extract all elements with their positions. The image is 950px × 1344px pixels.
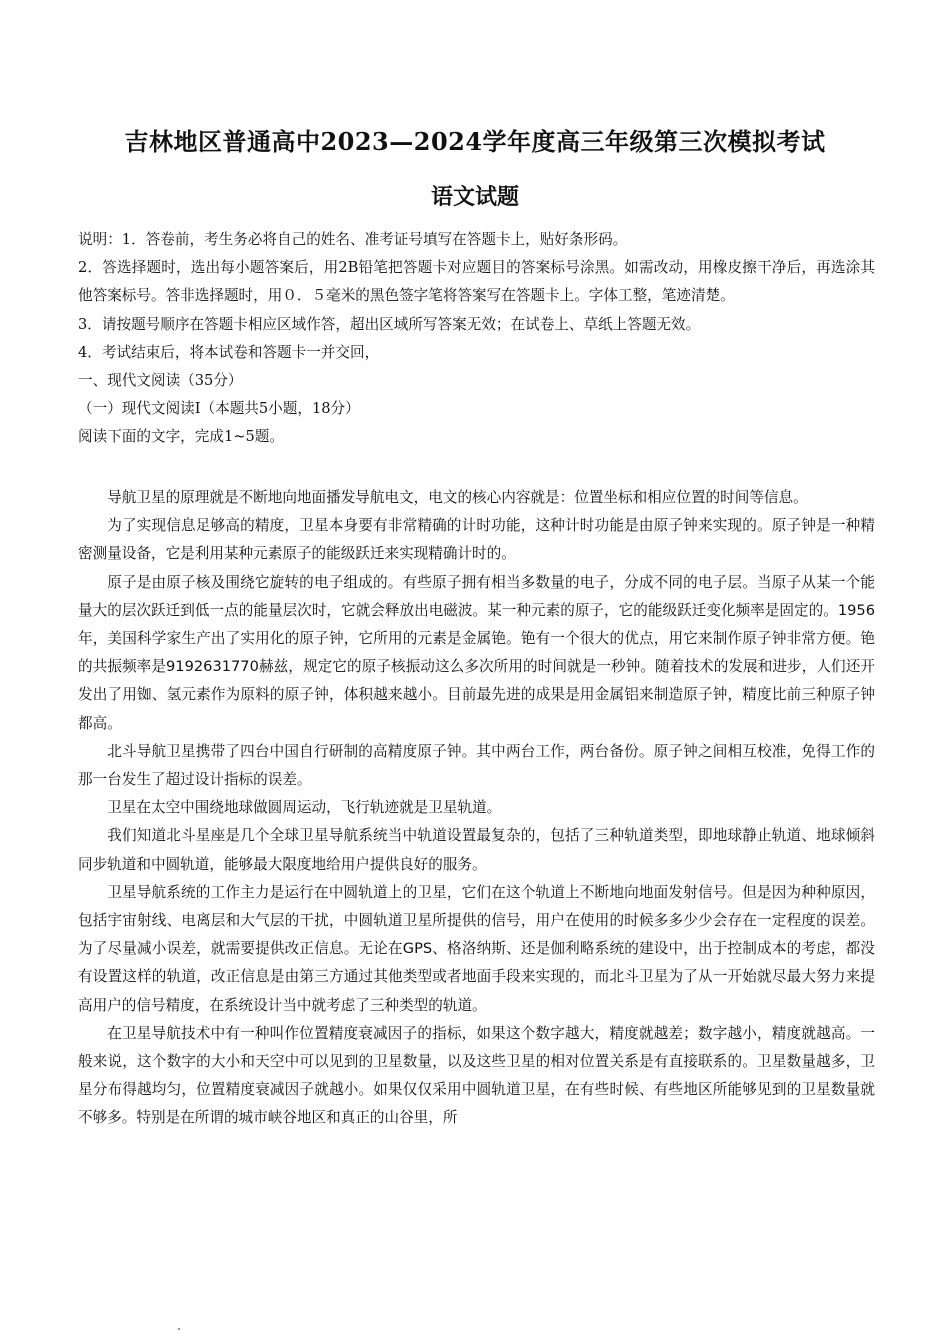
section-subheading: （一）现代文阅读Ⅰ（本题共5小题，18分） bbox=[78, 400, 360, 418]
passage-paragraph: 卫星导航系统的工作主力是运行在中圆轨道上的卫星，它们在这个轨道上不断地向地面发射信号。但是因为种种原因，包括宇宙射线、电离层和大气层的干扰，中圆轨道卫星所提供的信号，用户在使用的时候多多少少会存在一定程度的误差。为了尽量减小误差，就需要提供改正信息。无论在GPS、格洛纳斯、还是伽利略系统的建设中，出于控制成本的考虑，都没有设置这样的轨道，改正信息是由第三方通过其他类型或者地面手段来实现的，而北斗卫星为了从一开始就尽最大努力来提高用户的信号精度，在系统设计当中就考虑了三种类型的轨道。 bbox=[78, 883, 875, 1014]
passage-paragraph: 卫星在太空中围绕地球做圆周运动，飞行轨迹就是卫星轨道。 bbox=[107, 799, 502, 817]
footer-mark bbox=[178, 1328, 180, 1330]
passage-paragraph: 北斗导航卫星携带了四台中国自行研制的高精度原子钟。其中两台工作，两台备份。原子钟之间相互校准，免得工作的那一台发生了超过设计指标的误差。 bbox=[78, 742, 875, 789]
section-heading: 一、现代文阅读（35分） bbox=[78, 372, 243, 390]
reading-passage bbox=[78, 484, 875, 1133]
passage-paragraph: 为了实现信息足够高的精度，卫星本身要有非常精确的计时功能，这种计时功能是由原子钟来实现的。原子钟是一种精密测量设备，它是利用某种元素原子的能级跃迁来实现精确计时的。 bbox=[78, 517, 875, 563]
instruction-line: 4．考试结束后，将本试卷和答题卡一并交回， bbox=[78, 343, 380, 361]
passage-paragraph: 我们知道北斗星座是几个全球卫星导航系统当中轨道设置最复杂的，包括了三种轨道类型，即地球静止轨道、地球倾斜同步轨道和中圆轨道，能够最大限度地给用户提供良好的服务。 bbox=[78, 827, 875, 873]
instruction-line: 说明：1．答卷前，考生务必将自己的姓名、准考证号填写在答题卡上，贴好条形码。 bbox=[78, 231, 628, 248]
instructions-block bbox=[78, 226, 875, 452]
passage-paragraph: 导航卫星的原理就是不断地向地面播发导航电文，电文的核心内容就是：位置坐标和相应位置的时间等信息。 bbox=[107, 489, 808, 506]
reading-prompt: 阅读下面的文字，完成1~5题。 bbox=[78, 428, 284, 446]
instruction-line: 3．请按题号顺序在答题卡相应区域作答，超出区域所写答案无效；在试卷上、草纸上答题无效。 bbox=[78, 315, 701, 333]
passage-paragraph: 在卫星导航技术中有一种叫作位置精度衰减因子的指标，如果这个数字越大，精度就越差；数字越小，精度就越高。一般来说，这个数字的大小和天空中可以见到的卫星数量，以及这些卫星的相对位置关系是有直接联系的。卫星数量越多，卫星分布得越均匀，位置精度衰减因子就越小。如果仅仅采用中圆轨道卫星，在有些时候、有些地区所能够见到的卫星数量就不够多。特别是在所谓的城市峡谷地区和真正的山谷里，所 bbox=[78, 1024, 875, 1127]
exam-subtitle: 语文试题 bbox=[430, 184, 519, 210]
exam-title: 吉林地区普通高中2023—2024学年度高三年级第三次模拟考试 bbox=[124, 127, 826, 156]
passage-paragraph: 原子是由原子核及围绕它旋转的电子组成的。有些原子拥有相当多数量的电子，分成不同的电子层。当原子从某一个能量大的层次跃迁到低一点的能量层次时，它就会释放出电磁波。某一种元素的原子，它的能级跃迁变化频率是固定的。1956年，美国科学家生产出了实用化的原子钟，它所用的元素是金属铯。铯有一个很大的优点，用它来制作原子钟非常方便。铯的共振频率是9192631770赫兹，规定它的原子核振动这么多次所用的时间就是一秒钟。随着技术的发展和进步，人们还开发出了用铷、氢元素作为原料的原子钟，体积越来越小。目前最先进的成果是用金属铝来制造原子钟，精度比前三种原子钟都高。 bbox=[78, 573, 875, 732]
instruction-line: 2．答选择题时，选出每小题答案后，用2B铅笔把答题卡对应题目的答案标号涂黑。如需改动，用橡皮擦干净后，再选涂其他答案标号。答非选择题时，用０．５毫米的黑色签字笔将答案写在答题卡上。字体工整，笔迹清楚。 bbox=[78, 259, 875, 305]
